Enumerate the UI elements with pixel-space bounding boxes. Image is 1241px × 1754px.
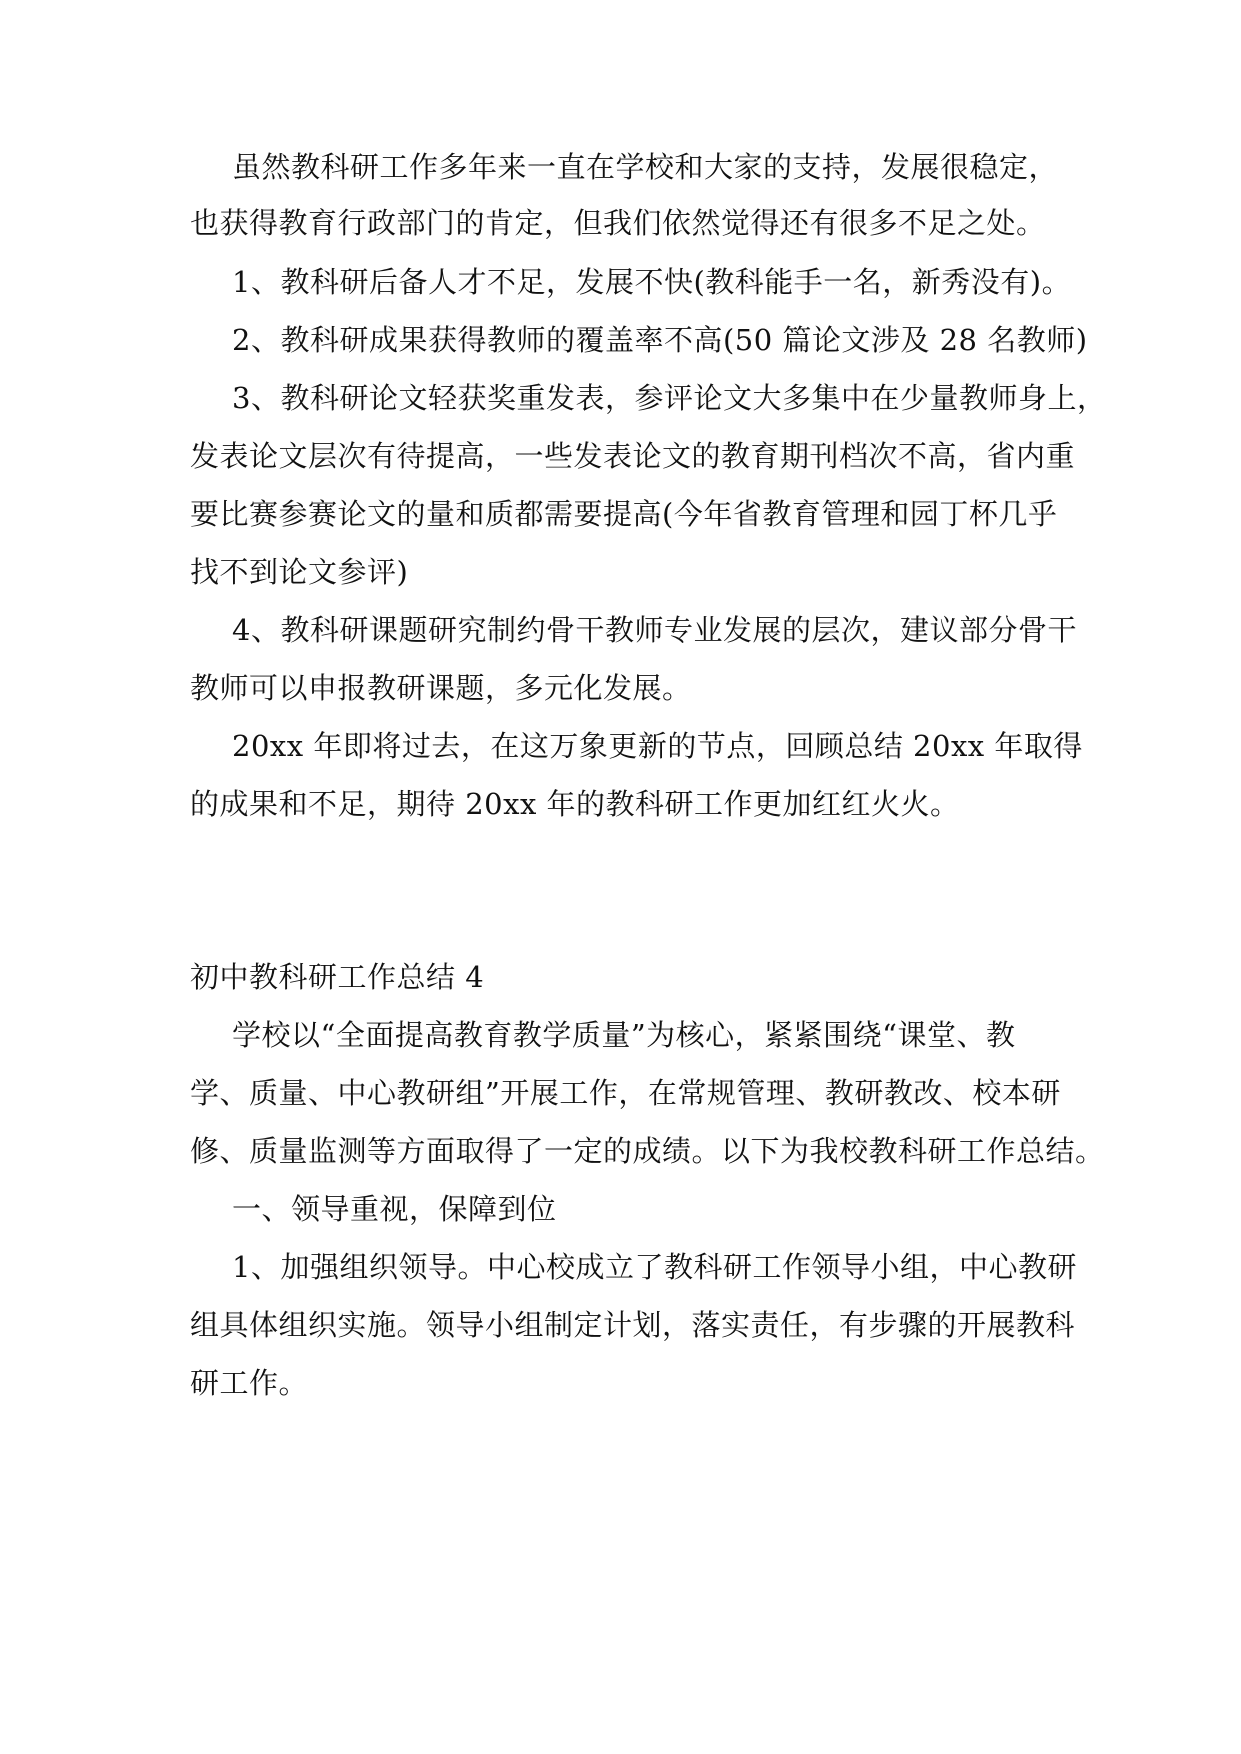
paragraph-line: 的成果和不足，期待 20xx 年的教科研工作更加红红火火。 xyxy=(190,787,960,821)
paragraph-line: 要比赛参赛论文的量和质都需要提高(今年省教育管理和园丁杯几乎 xyxy=(190,497,1058,531)
paragraph-line: 2、教科研成果获得教师的覆盖率不高(50 篇论文涉及 28 名教师) xyxy=(232,323,1088,357)
paragraph-line: 学、质量、中心教研组”开展工作，在常规管理、教研教改、校本研 xyxy=(190,1076,1061,1110)
paragraph-line: 1、加强组织领导。中心校成立了教科研工作领导小组，中心教研 xyxy=(232,1250,1077,1284)
paragraph-line: 修、质量监测等方面取得了一定的成绩。以下为我校教科研工作总结。 xyxy=(190,1134,1105,1168)
paragraph-line: 也获得教育行政部门的肯定，但我们依然觉得还有很多不足之处。 xyxy=(190,206,1046,240)
subheading: 一、领导重视，保障到位 xyxy=(232,1192,557,1226)
paragraph-line: 20xx 年即将过去，在这万象更新的节点，回顾总结 20xx 年取得 xyxy=(232,729,1083,763)
paragraph-line: 研工作。 xyxy=(190,1366,309,1400)
paragraph-line: 1、教科研后备人才不足，发展不快(教科能手一名，新秀没有)。 xyxy=(232,265,1072,299)
paragraph-line: 发表论文层次有待提高，一些发表论文的教育期刊档次不高，省内重 xyxy=(190,439,1076,473)
paragraph-line: 4、教科研课题研究制约骨干教师专业发展的层次，建议部分骨干 xyxy=(232,613,1077,647)
section-heading: 初中教科研工作总结 4 xyxy=(190,960,485,994)
paragraph-line: 找不到论文参评) xyxy=(190,555,409,589)
paragraph-line: 3、教科研论文轻获奖重发表，参评论文大多集中在少量教师身上， xyxy=(232,381,1107,415)
paragraph-line: 组具体组织实施。领导小组制定计划，落实责任，有步骤的开展教科 xyxy=(190,1308,1076,1342)
paragraph-line: 学校以“全面提高教育教学质量”为核心，紧紧围绕“课堂、教 xyxy=(232,1018,1016,1052)
paragraph-line: 教师可以申报教研课题，多元化发展。 xyxy=(190,671,692,705)
paragraph-line: 虽然教科研工作多年来一直在学校和大家的支持，发展很稳定， xyxy=(232,150,1059,184)
